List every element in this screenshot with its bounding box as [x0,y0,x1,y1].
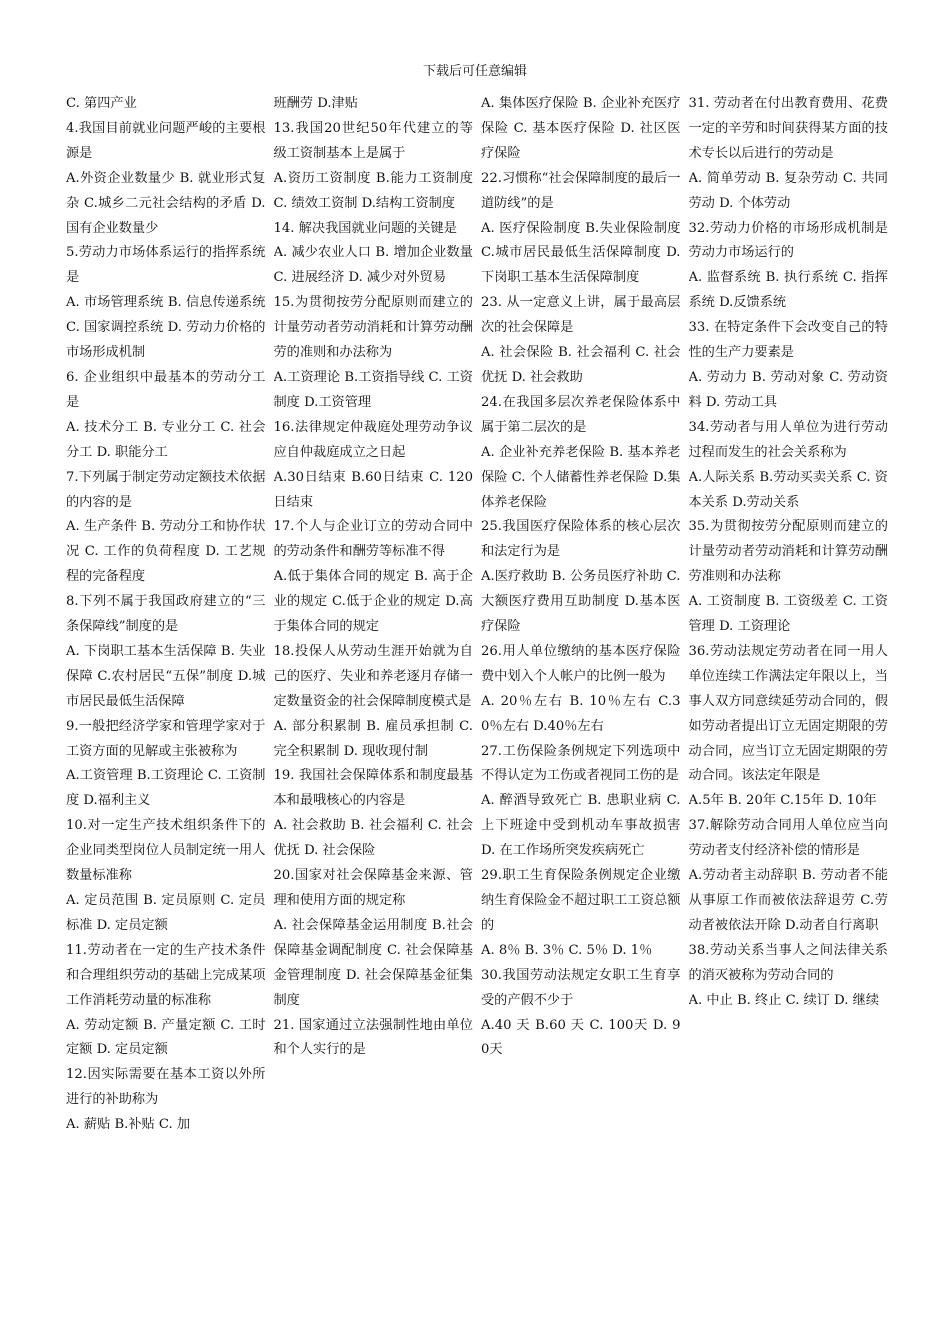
question-text: A.人际关系 B.劳动买卖关系 C. 资本关系 D.劳动关系 [688,469,888,510]
question-text: 12.因实际需要在基本工资以外所进行的补助称为 [66,1067,266,1108]
question-text: 20.国家对社会保障基金来源、管理和使用方面的规定称 [273,868,473,908]
question-text: A. 企业补充养老保险 B. 基本养老保险 C. 个人储蓄性养老保险 D.集体养老保险 [481,444,681,510]
question-text: 11.劳动者在一定的生产技术条件和合理组织劳动的基础上完成某项工作消耗劳动量的标准称 [66,942,266,1008]
question-text: A. 社会保障基金运用制度 B.社会保障基金调配制度 C. 社会保障基金管理制度 D. 社会保障基金征集制度 [273,917,473,1008]
question-text: A. 医疗保险制度 B.失业保险制度 C.城市居民最低生活保障制度 D.下岗职工基本生活保障制度 [481,220,681,286]
question-text: A. 下岗职工基本生活保障 B. 失业保障 C.农村居民“五保”制度 D.城市居民最低生活保障 [66,643,266,709]
question-text: 35.为贯彻按劳分配原则而建立的计量劳动者劳动消耗和计算劳动酬劳准则和办法称 [688,519,888,585]
question-text: 7.下列属于制定劳动定额技术依据的内容的是 [66,469,266,510]
question-text: 16.法律规定仲裁庭处理劳动争议应自仲裁庭成立之日起 [273,419,473,460]
question-text: A. 中止 B. 终止 C. 续订 D. 继续 [688,992,880,1008]
question-text: A. 薪贴 B.补贴 C. 加 [66,1117,191,1133]
question-text: A. 简单劳动 B. 复杂劳动 C. 共同劳动 D. 个体劳动 [688,170,888,211]
question-text: 15.为贯彻按劳分配原则而建立的计量劳动者劳动消耗和计算劳动酬劳的准则和办法称为 [273,295,473,361]
question-text: A.外资企业数量少 B. 就业形式复杂 C.城乡二元社会结构的矛盾 D.国有企业数量少 [66,170,266,236]
question-text: 8.下列不属于我国政府建立的“三条保障线”制度的是 [66,594,266,635]
question-text: 4.我国目前就业问题严峻的主要根源是 [66,120,266,161]
question-text: C. 第四产业 [66,96,137,111]
question-text: A. 8％ B. 3％ C. 5％ D. 1％ [481,942,653,958]
question-text: A. 集体医疗保险 B. 企业补充医疗保险 C. 基本医疗保险 D. 社区医疗保险 [481,96,681,161]
column-4 [689,92,889,1272]
question-text: 29.职工生育保险条例规定企业缴纳生育保险金不超过职工工资总额的 [481,868,681,933]
question-text: 13.我国20世纪50年代建立的等级工资制基本上是属于 [273,120,473,161]
question-text: 33. 在特定条件下会改变自己的特性的生产力要素是 [688,320,888,361]
question-text: A.工资管理 B.工资理论 C. 工资制度 D.福利主义 [66,768,266,809]
question-text: 23. 从一定意义上讲，属于最高层次的社会保障是 [481,295,681,336]
question-text: A.工资理论 B.工资指导线 C. 工资制度 D.工资管理 [273,369,473,410]
question-text: A.5年 B. 20年 C.15年 D. 10年 [688,793,877,809]
question-text: A. 技术分工 B. 专业分工 C. 社会分工 D. 职能分工 [66,419,266,460]
question-text: 10.对一定生产技术组织条件下的企业同类型岗位人员制定统一用人数量标准称 [66,818,266,884]
question-text: A.低于集体合同的规定 B. 高于企业的规定 C.低于企业的规定 D.高于集体合同的规定 [273,569,473,635]
question-text: 21. 国家通过立法强制性地由单位和个人实行的是 [273,1017,473,1058]
question-text: A. 劳动定额 B. 产量定额 C. 工时定额 D. 定员定额 [66,1017,266,1058]
question-text: 22.习惯称“社会保障制度的最后一道防线”的是 [481,170,681,211]
question-text: 19. 我国社会保障体系和制度最基本和最哦核心的内容是 [273,768,473,809]
question-text: A. 监督系统 B. 执行系统 C. 指挥系统 D.反馈系统 [688,270,888,311]
question-text: 25.我国医疗保险体系的核心层次和法定行为是 [481,519,681,560]
question-text: 24.在我国多层次养老保险体系中属于第二层次的是 [481,394,681,435]
question-text: A. 定员范围 B. 定员原则 C. 定员标准 D. 定员定额 [66,893,266,933]
question-text: A. 部分积累制 B. 雇员承担制 C. 完全积累制 D. 现收现付制 [273,718,473,759]
question-text: 9.一般把经济学家和管理学家对于工资方面的见解或主张被称为 [66,718,266,759]
question-text: A. 20％左右 B. 10％左右 C.30％左右 D.40％左右 [481,693,681,734]
question-text: A.30日结束 B.60日结束 C. 120日结束 [273,469,473,510]
question-text: 17.个人与企业订立的劳动合同中的劳动条件和酬劳等标准不得 [273,519,473,560]
column-1 [66,92,266,1272]
question-text: A. 市场管理系统 B. 信息传递系统 C. 国家调控系统 D. 劳动力价格的市场形成机制 [66,295,266,361]
question-text: A.资历工资制度 B.能力工资制度 C. 绩效工资制 D.结构工资制度 [273,170,473,211]
question-text: A. 醉酒导致死亡 B. 患职业病 C. 上下班途中受到机动车事故损害 D. 在工作场所突发疾病死亡 [481,793,681,859]
question-text: 30.我国劳动法规定女职工生育享受的产假不少于 [481,967,681,1008]
question-text: A. 减少农业人口 B. 增加企业数量 C. 进展经济 D. 减少对外贸易 [273,245,473,286]
question-text: 18.投保人从劳动生涯开始就为自己的医疗、失业和养老逐月存储一定数量资金的社会保障制度模式是 [273,643,473,709]
question-text: A.劳动者主动辞职 B. 劳动者不能从事原工作而被依法辞退劳 C.劳动者被依法开除 D.动者自行离职 [688,868,888,933]
question-text: A. 生产条件 B. 劳动分工和协作状况 C. 工作的负荷程度 D. 工艺规程的完备程度 [66,519,266,585]
question-text: A. 劳动力 B. 劳动对象 C. 劳动资料 D. 劳动工具 [688,369,888,410]
question-text: 34.劳动者与用人单位为进行劳动过程而发生的社会关系称为 [688,419,888,460]
column-3 [481,92,681,1272]
question-text: A.医疗救助 B. 公务员医疗补助 C.大额医疗费用互助制度 D.基本医疗保险 [481,569,681,635]
question-text: A.40 天 B.60 天 C. 100天 D. 90天 [481,1017,681,1058]
question-text: 27.工伤保险条例规定下列选项中不得认定为工伤或者视同工伤的是 [481,743,681,784]
question-text: 31. 劳动者在付出教育费用、花费一定的辛劳和时间获得某方面的技术专长以后进行的劳动是 [688,96,888,161]
question-text: 班酬劳 D.津贴 [273,96,358,111]
page-header: 下载后可任意编辑 [422,64,527,79]
question-text: 6. 企业组织中最基本的劳动分工是 [66,369,266,410]
question-text: 38.劳动关系当事人之间法律关系的消灭被称为劳动合同的 [688,942,888,983]
question-text: 32.劳动力价格的市场形成机制是劳动力市场运行的 [688,220,888,261]
question-text: 5.劳动力市场体系运行的指挥系统是 [66,245,266,286]
question-columns [66,92,896,1272]
question-text: A. 工资制度 B. 工资级差 C. 工资管理 D. 工资理论 [688,594,888,635]
question-text: A. 社会保险 B. 社会福利 C. 社会优抚 D. 社会救助 [481,345,681,385]
question-text: A. 社会救助 B. 社会福利 C. 社会优抚 D. 社会保险 [273,818,473,859]
question-text: 26.用人单位缴纳的基本医疗保险费中划入个人帐户的比例一般为 [481,643,681,684]
question-text: 36.劳动法规定劳动者在同一用人单位连续工作满法定年限以上，当事人双方同意续延劳动合同的，假如劳动者提出订立无固定期限的劳动合同，应当订立无固定期限的劳动合同。该法定年限是 [688,643,888,784]
question-text: 37.解除劳动合同用人单位应当向劳动者支付经济补偿的情形是 [688,818,888,859]
column-2 [274,92,474,1272]
question-text: 14. 解决我国就业问题的关键是 [273,220,457,236]
